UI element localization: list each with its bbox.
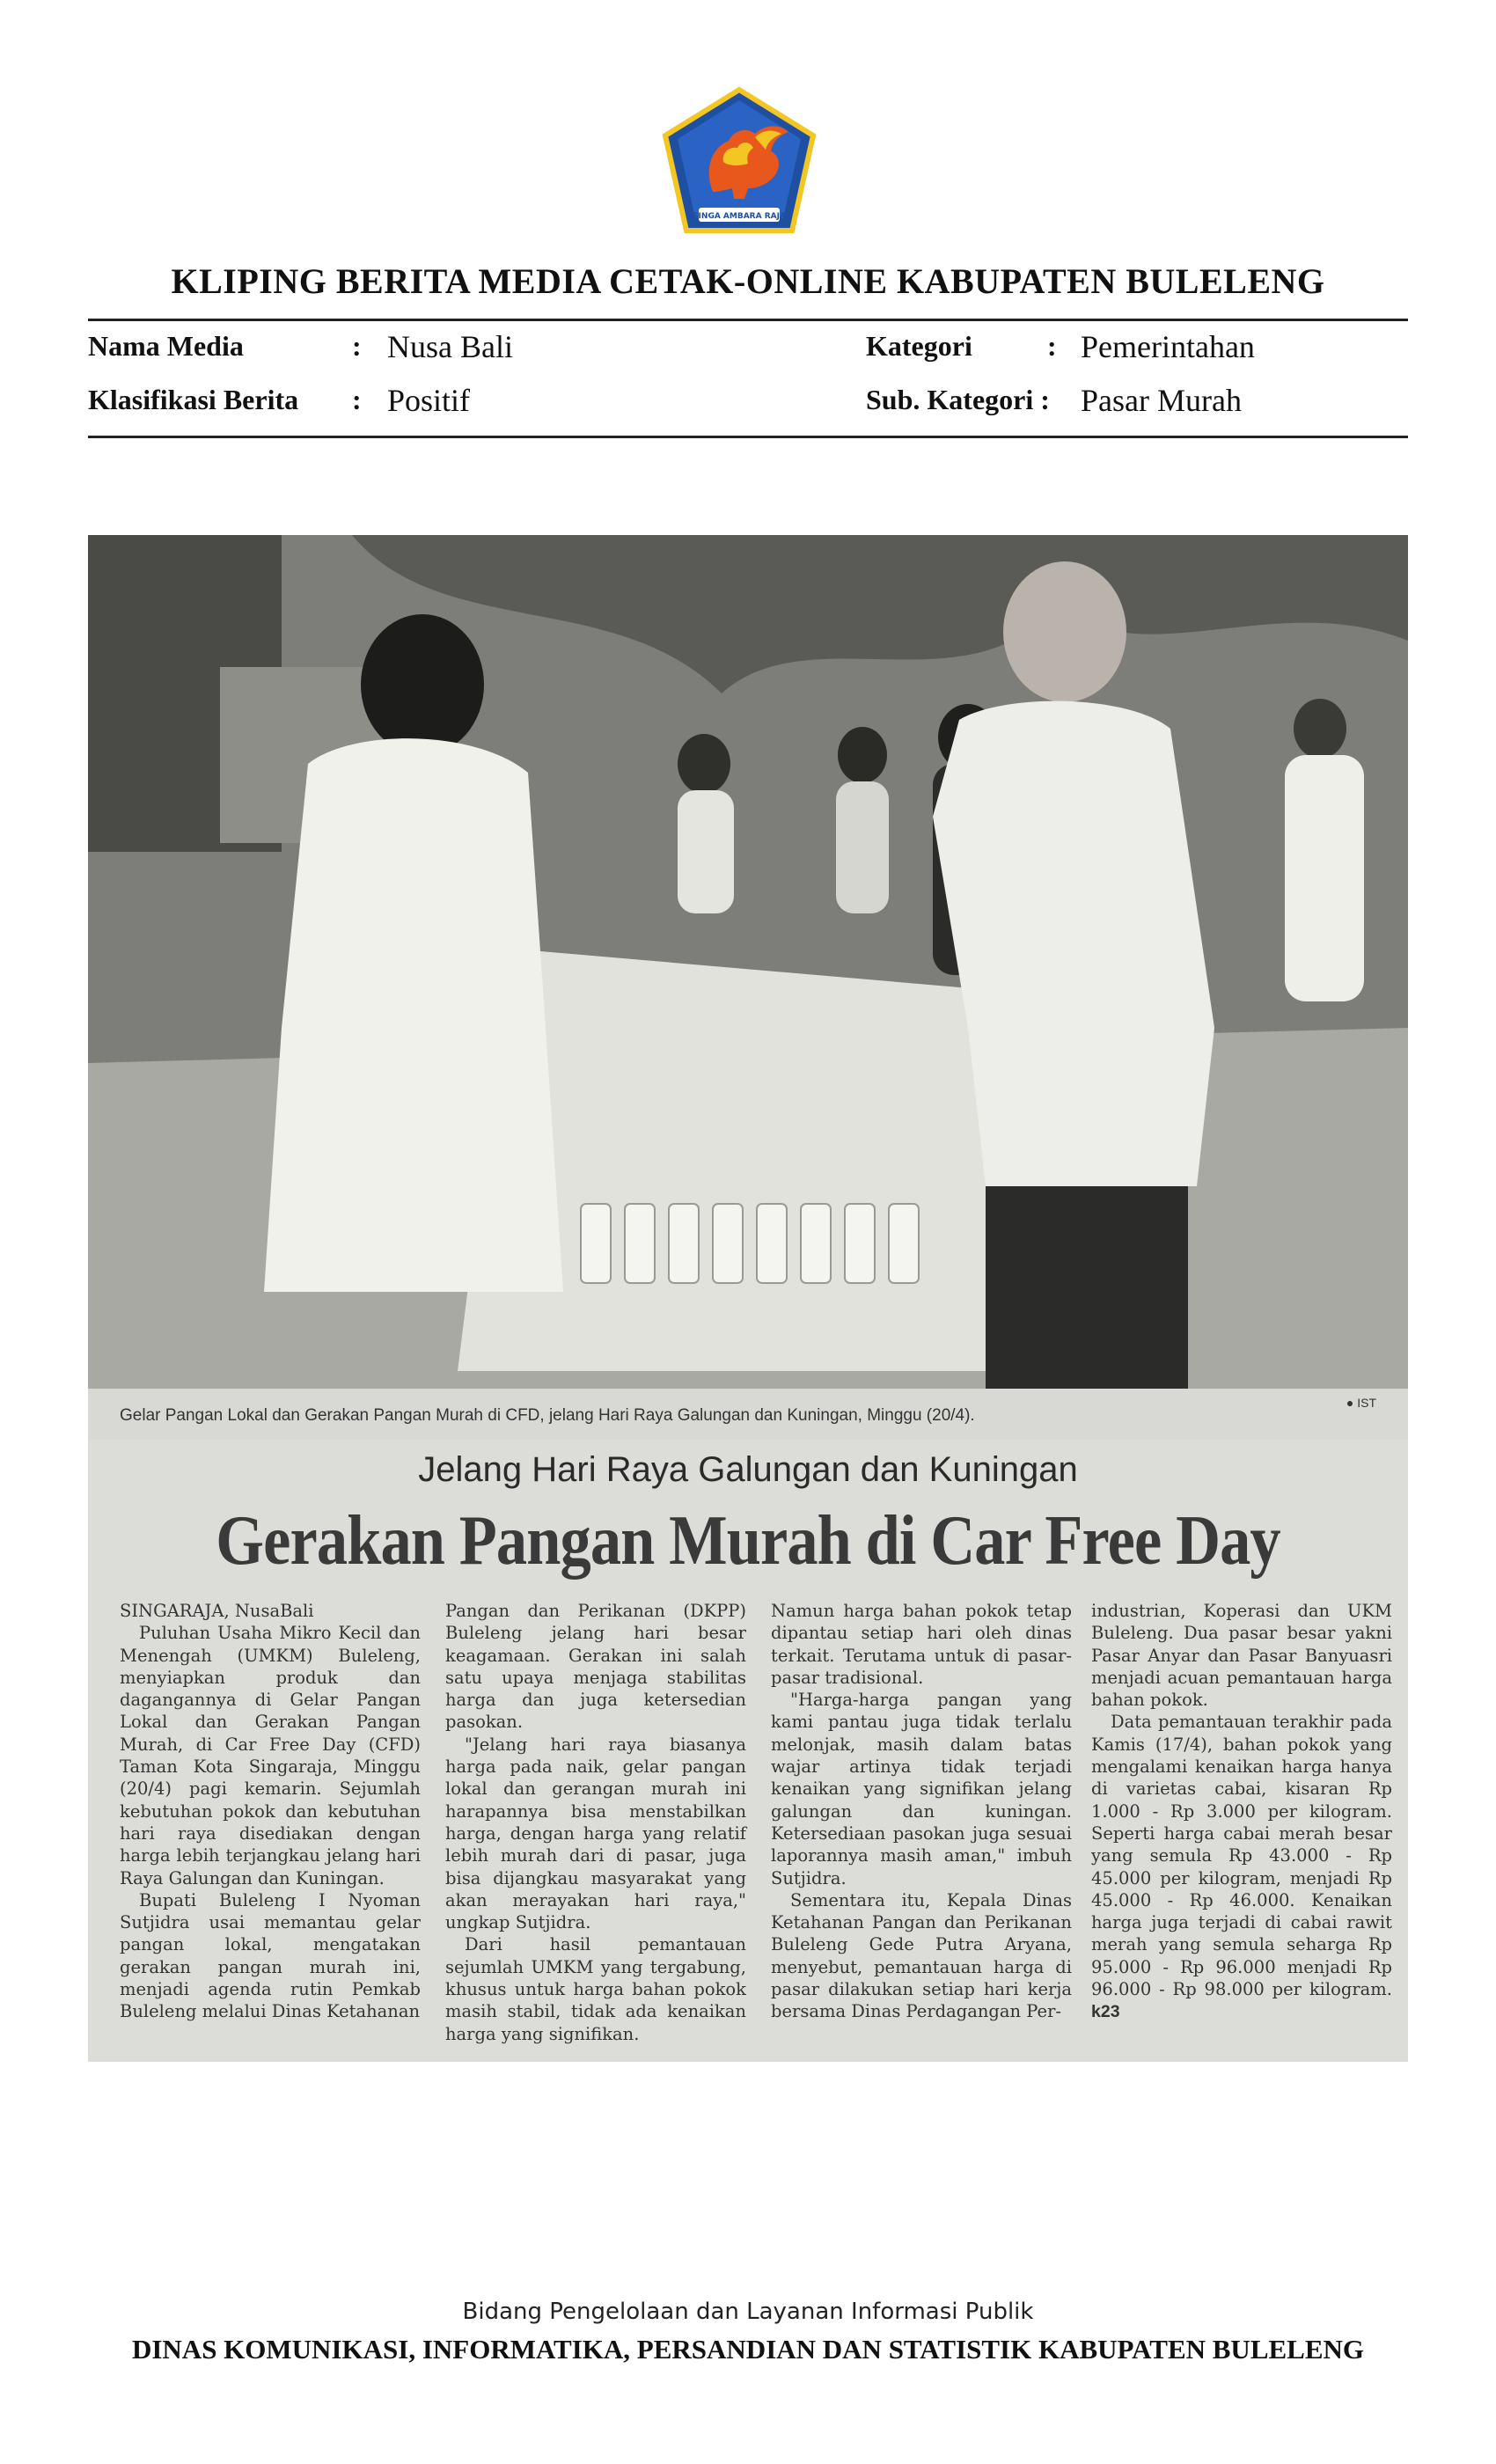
- sub-kategori-value: Pasar Murah: [1081, 383, 1242, 418]
- nama-media-value: Nusa Bali: [387, 329, 513, 364]
- article-paragraph: Puluhan Usaha Mikro Kecil dan Menengah (UMKM) Buleleng, menyiapkan produk dan dagangannya di Gelar Pangan Lokal dan Gerakan Pangan Murah, di Car Free Day (CFD) Taman Kota Singaraja, Minggu (20/4) pagi kemarin. Sejumlah kebutuhan pokok dan kebutuhan hari raya disediakan dengan harga lebih terjangkau jelang hari Raya Galungan dan Kuningan.: [120, 1623, 421, 1888]
- article-paragraph: Pangan dan Perikanan (DKPP) Buleleng jelang hari besar keagamaan. Gerakan ini salah satu upaya menjaga stabilitas harga dan juga ketersedian pasokan.: [445, 1601, 746, 1733]
- footer-unit-name: Bidang Pengelolaan dan Layanan Informasi Publik: [462, 2299, 1034, 2325]
- buleleng-regency-logo: [660, 86, 818, 236]
- article-photo: [88, 535, 1408, 1389]
- kategori-colon: :: [1047, 330, 1057, 362]
- footer-office-name: DINAS KOMUNIKASI, INFORMATIKA, PERSANDIAN DAN STATISTIK KABUPATEN BULELENG: [131, 2334, 1365, 2365]
- article-paragraph: industrian, Koperasi dan UKM Buleleng. Dua pasar besar yakni Pasar Anyar dan Pasar Banyuasri menjadi acuan pemantauan harga bahan pokok.: [1091, 1601, 1392, 1711]
- article-paragraph: "Jelang hari raya biasanya harga pada naik, gelar pangan lokal dan gerangan murah ini harapannya bisa menstabilkan harga, dengan harga yang relatif lebih murah dari di pasar, juga bisa dijangkau masyarakat yang akan merayakan hari raya," ungkap Sutjidra.: [445, 1734, 746, 1933]
- article-paragraph: "Harga-harga pangan yang kami pantau juga tidak terlalu melonjak, masih dalam batas wajar artinya tidak terjadi kenaikan yang signifikan jelang galungan dan kuningan. Ketersediaan pasokan juga sesuai laporannya masih aman," imbuh Sutjidra.: [771, 1690, 1072, 1888]
- article-kicker: Jelang Hari Raya Galungan dan Kuningan: [418, 1450, 1078, 1489]
- header-divider-bottom: [88, 436, 1408, 438]
- photo-credit: ● IST: [1346, 1396, 1376, 1410]
- article-column-2: [445, 1600, 746, 2045]
- article-paragraph: Data pemantauan terakhir pada Kamis (17/4), bahan pokok yang mengalami kenaikan harga hanya di varietas cabai, kisaran Rp 1.000 - Rp 3.000 per kilogram. Seperti harga cabai merah besar yang semula Rp 43.000 - Rp 45.000 per kilogram, menjadi Rp 45.000 - Rp 46.000. Kenaikan harga juga terjadi di cabai rawit merah yang semula seharga Rp 95.000 - Rp 96.000 menjadi Rp 96.000 - Rp 98.000 per kilogram.: [1091, 1712, 1392, 2000]
- article-paragraph: Namun harga bahan pokok tetap dipantau setiap hari oleh dinas terkait. Terutama untuk di pasar-pasar tradisional.: [771, 1601, 1072, 1688]
- kategori-value: Pemerintahan: [1081, 329, 1255, 364]
- logo-motto: SINGA AMBARA RAJA: [693, 212, 786, 221]
- article-column-3: [771, 1600, 1072, 2023]
- klasifikasi-berita-colon: :: [352, 384, 362, 415]
- nama-media-label: Nama Media: [88, 330, 244, 362]
- newspaper-clipping: [88, 535, 1408, 2062]
- photo-caption: Gelar Pangan Lokal dan Gerakan Pangan Murah di CFD, jelang Hari Raya Galungan dan Kuningan, Minggu (20/4).: [120, 1406, 975, 1425]
- article-column-4: [1091, 1600, 1392, 2024]
- klasifikasi-berita-label: Klasifikasi Berita: [88, 384, 299, 415]
- article-paragraph: Sementara itu, Kepala Dinas Ketahanan Pangan dan Perikanan Buleleng Gede Putra Aryana, menyebut, pemantauan harga di pasar dilakukan setiap hari kerja bersama Dinas Perdagangan Per-: [771, 1889, 1072, 2022]
- klasifikasi-berita-value: Positif: [387, 383, 471, 418]
- article-dateline: SINGARAJA, NusaBali: [120, 1601, 314, 1621]
- sub-kategori-label: Sub. Kategori :: [866, 384, 1050, 415]
- reporter-signature: k23: [1091, 2002, 1120, 2022]
- article-paragraph: Dari hasil pemantauan sejumlah UMKM yang tergabung, khusus untuk harga bahan pokok masih stabil, tidak ada kenaikan harga yang signifikan.: [445, 1934, 746, 2044]
- document-title: KLIPING BERITA MEDIA CETAK-ONLINE KABUPATEN BULELENG: [171, 261, 1325, 301]
- header-divider-top: [88, 319, 1408, 321]
- article-column-1: [120, 1600, 421, 2023]
- article-headline: Gerakan Pangan Murah di Car Free Day: [216, 1502, 1280, 1580]
- kategori-label: Kategori: [866, 330, 972, 362]
- article-paragraph: Bupati Buleleng I Nyoman Sutjidra usai memantau gelar pangan lokal, mengatakan gerakan pangan murah ini, menjadi agenda rutin Pemkab Buleleng melalui Dinas Ketahanan: [120, 1889, 421, 2022]
- nama-media-colon: :: [352, 330, 362, 362]
